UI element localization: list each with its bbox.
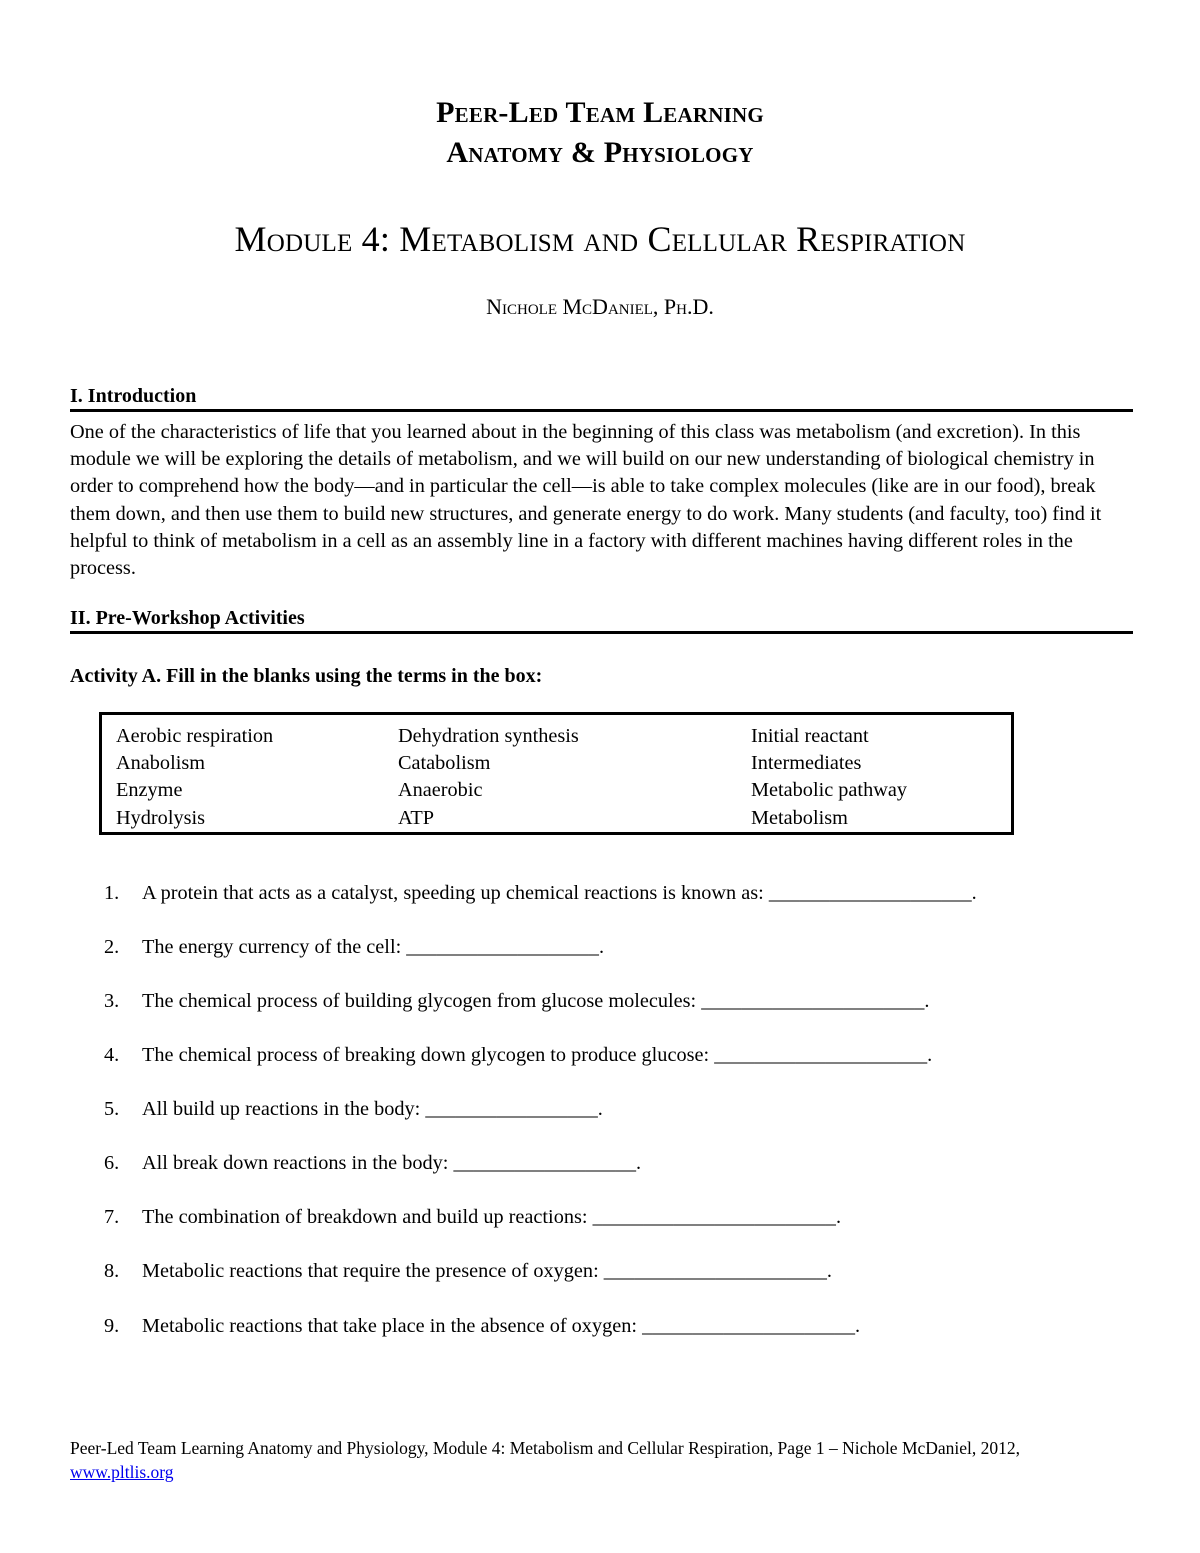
question-number: 5.	[104, 1098, 120, 1120]
question-number: 4.	[104, 1044, 120, 1066]
header-line-2: Anatomy & Physiology	[446, 136, 754, 169]
term: Hydrolysis	[116, 806, 206, 829]
section-heading-introduction: I. Introduction	[70, 385, 1133, 412]
term-column-2	[398, 723, 579, 832]
question-text: The energy currency of the cell: ___________________.	[142, 936, 605, 958]
question-number: 6.	[104, 1152, 120, 1174]
term: Enzyme	[116, 779, 183, 802]
question-text: A protein that acts as a catalyst, speeding up chemical reactions is known as: ____________________.	[142, 882, 977, 904]
question-item	[104, 1098, 603, 1121]
question-text: The combination of breakdown and build up reactions: ________________________.	[142, 1206, 842, 1228]
activity-a-heading: Activity A. Fill in the blanks using the terms in the box:	[70, 665, 543, 687]
question-number: 9.	[104, 1315, 120, 1337]
module-title: Module 4: Metabolism and Cellular Respiration	[234, 219, 966, 259]
question-number: 8.	[104, 1260, 120, 1282]
question-text: Metabolic reactions that require the presence of oxygen: ______________________.	[142, 1260, 832, 1282]
question-text: All break down reactions in the body: __________________.	[142, 1152, 642, 1174]
term: ATP	[398, 806, 435, 829]
footer-text: Peer-Led Team Learning Anatomy and Physiology, Module 4: Metabolism and Cellular Respiration, Page 1 – Nichole McDaniel, 2012,	[70, 1438, 1021, 1458]
term-box	[99, 712, 1014, 835]
term: Initial reactant	[751, 725, 869, 747]
page-footer	[70, 1436, 1140, 1484]
question-item	[104, 882, 977, 905]
term: Metabolism	[751, 806, 848, 829]
question-item	[104, 1152, 641, 1175]
term-column-3	[751, 723, 907, 832]
question-item	[104, 1044, 932, 1067]
question-item	[104, 1206, 841, 1229]
term: Intermediates	[751, 752, 862, 775]
term: Metabolic pathway	[751, 779, 908, 802]
question-item	[104, 1260, 832, 1283]
section-heading-pre-workshop: II. Pre-Workshop Activities	[70, 607, 1133, 634]
question-item	[104, 936, 604, 959]
footer-link[interactable]: www.pltlis.org	[70, 1462, 174, 1482]
term: Catabolism	[398, 752, 491, 775]
introduction-paragraph: One of the characteristics of life that you learned about in the beginning of this class was metabolism (and excretion). In this module we will be exploring the details of metabolism, and we will build on our new understanding of biological chemistry in order to comprehend how the body—and in particular the cell—is able to take complex molecules (like are in our food), break them down, and then use them to build new structures, and generate energy to do work. Many students (and faculty, too) find it helpful to think of metabolism in a cell as an assembly line in a factory with different machines having different roles in the process.	[70, 421, 1102, 580]
term: Dehydration synthesis	[398, 725, 579, 747]
term: Anaerobic	[398, 779, 483, 802]
question-item	[104, 990, 929, 1013]
question-text: All build up reactions in the body: _________________.	[142, 1098, 603, 1120]
question-text: Metabolic reactions that take place in the absence of oxygen: _____________________.	[142, 1315, 861, 1337]
question-number: 7.	[104, 1206, 120, 1228]
question-text: The chemical process of breaking down glycogen to produce glucose: _____________________.	[142, 1044, 933, 1066]
question-number: 2.	[104, 936, 120, 958]
question-text: The chemical process of building glycogen from glucose molecules: ______________________.	[142, 990, 930, 1012]
author-name: Nichole McDaniel, Ph.D.	[486, 294, 714, 319]
term-column-1	[116, 723, 273, 832]
question-number: 1.	[104, 882, 120, 904]
question-item	[104, 1315, 860, 1338]
header-line-1: Peer-Led Team Learning	[436, 96, 764, 129]
term: Anabolism	[116, 752, 206, 775]
term: Aerobic respiration	[116, 725, 274, 747]
question-number: 3.	[104, 990, 120, 1012]
